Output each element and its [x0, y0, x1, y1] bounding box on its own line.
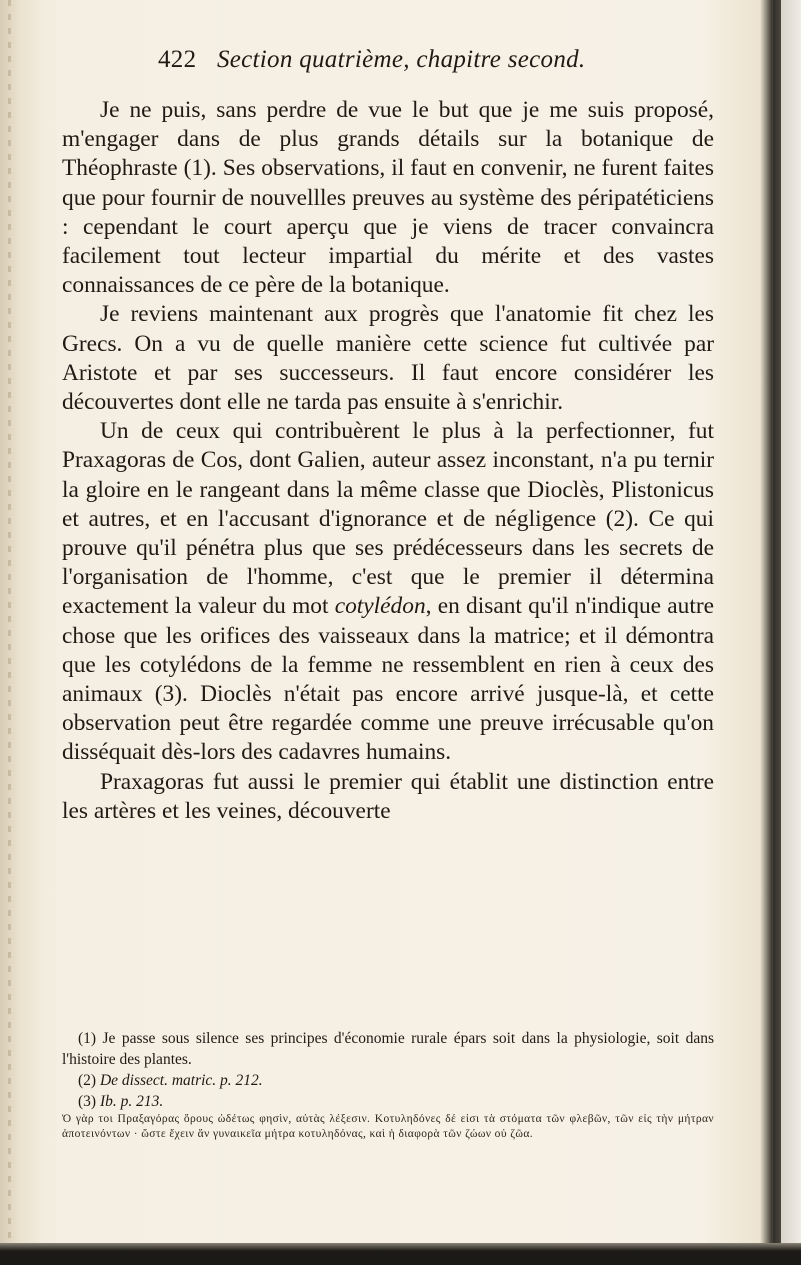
- main-text: [62, 96, 714, 826]
- paragraph-2: Je reviens maintenant aux progrès que l'anatomie fit chez les Grecs. On a vu de quelle manière cette science fut cultivée par Aristote et par ses successeurs. Il faut encore considérer les découvertes dont elle ne tarda pas ensuite à s'enrichir.: [62, 301, 714, 416]
- binding-gutter: [0, 0, 40, 1265]
- footnote-3-marker: (3): [78, 1093, 100, 1110]
- footnote-2-marker: (2): [78, 1072, 100, 1089]
- term-cotyledon: cotylédon: [334, 593, 426, 620]
- footnote-3: [62, 1091, 714, 1112]
- paragraph-3-part-1: Un de ceux qui contribuèrent le plus à la perfectionner, fut Praxagoras de Cos, dont Galien, auteur assez inconstant, n'a pu ternir la gloire en le rangeant dans la même classe que Dioclès, Plistonicus et autres, et en l'accusant d'ignorance et de négligence (2). Ce qui prouve qu'il pénétra plus que ses prédécesseurs dans les secrets de l'organisation de l'homme, c'est que le premier il détermina exactement la valeur du mot: [62, 418, 714, 620]
- footnote-2: [62, 1070, 714, 1091]
- page-number: 422: [158, 46, 197, 73]
- page-edge-shadow: [773, 0, 781, 1265]
- paragraph-3-part-2: , en disant qu'il n'indique autre chose que les orifices des vaisseaux dans la matrice; et il démontra que les cotylédons de la femme ne ressemblent en rien à ceux des animaux (3). Dioclès n'était pas encore arrivé jusque-là, et cette observation peut être regardée comme une preuve irrécusable qu'on disséquait dès-lors des cadavres humains.: [62, 593, 714, 766]
- running-title: Section quatrième, chapitre second.: [216, 46, 586, 73]
- footnote-3-source: Ib. p. 213.: [99, 1093, 164, 1110]
- paragraph-4: Praxagoras fut aussi le premier qui établit une distinction entre les artères et les veines, découverte: [62, 768, 714, 824]
- footnote-2-source: De dissect. matric. p. 212.: [99, 1072, 263, 1089]
- bottom-scan-edge: [0, 1243, 801, 1265]
- footnote-3-greek-quote: Ὁ γὰρ τοι Πραξαγόρας ὅρους ὠδέτως φησὶν, αὐτὰς λέξεσιν. Κοτυληδόνες δέ εἰσι τὰ στόματα τῶν φλεβῶν, τῶν εἰς τὴν μήτραν ἀποτεινόντων · ὥστε ἔχειν ἄν γυναικεῖα μήτρα κοτυληδόνας, καὶ ἡ διαφορὰ τῶν ζώων οὐ ζῶα.: [62, 1113, 714, 1140]
- footnote-1: (1) Je passe sous silence ses principes d'économie rurale épars soit dans la physiologie, soit dans l'histoire des plantes.: [62, 1030, 714, 1068]
- paragraph-3: [62, 417, 714, 767]
- running-header: [158, 46, 718, 74]
- footnotes: [62, 1028, 714, 1142]
- paragraph-1: Je ne puis, sans perdre de vue le but que je me suis proposé, m'engager dans de plus grands détails sur la botanique de Théophraste (1). Ses observations, il faut en convenir, ne furent faites que pour fournir de nouvellles preuves au système des péripatéticiens : cependant le court aperçu que je viens de tracer convaincra facilement tout lecteur impartial du mérite et des vastes connaissances de ce père de la botanique.: [62, 97, 714, 299]
